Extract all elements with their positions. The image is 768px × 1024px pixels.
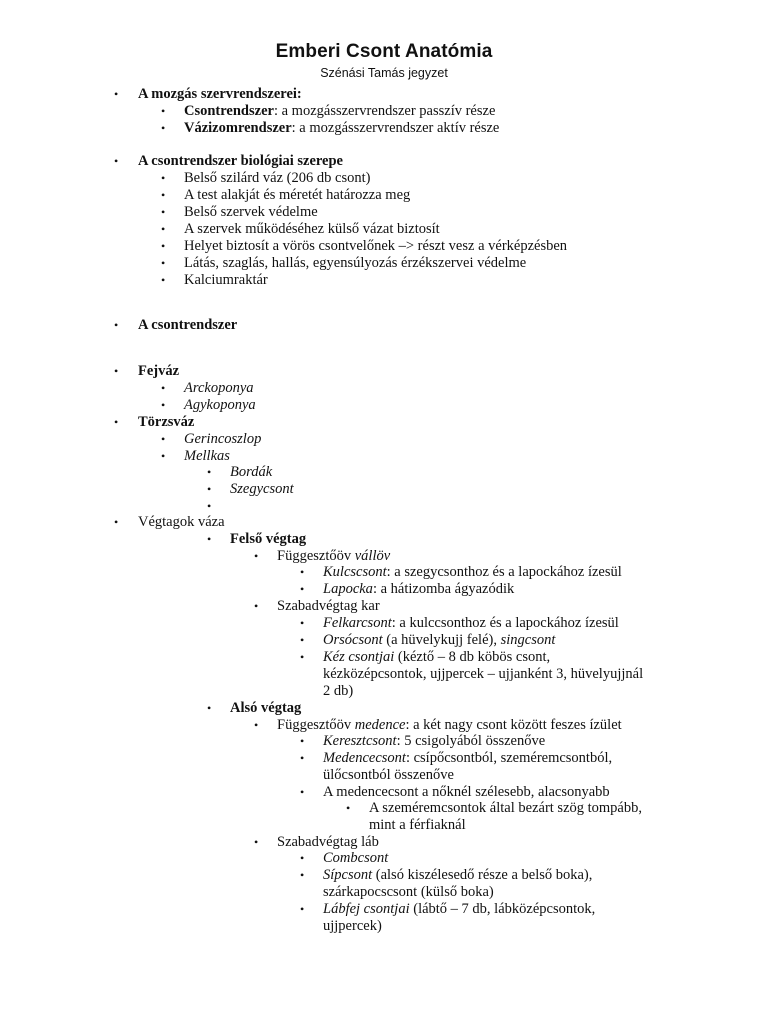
- list-item-text: vállöv: [354, 548, 391, 564]
- list-item-text: : a szegycsonthoz és a lapockához ízesül: [386, 564, 622, 580]
- list-item-level-1: [184, 238, 567, 255]
- list-item-continuation: [323, 666, 643, 683]
- bullet-icon: •: [114, 415, 119, 429]
- list-item-level-1: [184, 431, 261, 448]
- list-item-level-4: [323, 649, 550, 666]
- bullet-icon: •: [161, 222, 166, 236]
- bullet-icon: •: [161, 398, 166, 412]
- list-item-text: A szervek működéséhez külső vázat biztosít: [184, 221, 440, 237]
- list-item-text: (alsó kiszélesedő része a belső boka),: [372, 867, 593, 883]
- list-item-text: : a mozgásszervrendszer passzív része: [273, 103, 496, 119]
- list-item-level-4: [323, 850, 388, 867]
- list-item-text: Lapocka: [323, 581, 373, 597]
- list-item-text: Kalciumraktár: [184, 272, 268, 288]
- list-item-level-1: [184, 187, 410, 204]
- bullet-icon: •: [300, 902, 305, 916]
- list-item-text: (a hüvelykujj felé),: [382, 632, 501, 648]
- list-item-text: Felkarcsont: [323, 615, 392, 631]
- list-item-text: Orsócsont: [323, 632, 383, 648]
- bullet-icon: •: [300, 751, 305, 765]
- list-item-text: Arckoponya: [184, 380, 254, 396]
- list-item-text: Lábfej csontjai: [323, 901, 410, 917]
- bullet-icon: •: [300, 734, 305, 748]
- bullet-icon: •: [114, 87, 119, 101]
- list-item-level-4: [323, 632, 555, 649]
- list-item-level-0: [138, 514, 225, 531]
- document-title: Emberi Csont Anatómia: [275, 41, 493, 62]
- list-item-level-1: [184, 103, 495, 120]
- list-item-text: (kéztő – 8 db köbös csont,: [394, 649, 551, 665]
- bullet-icon: •: [114, 364, 119, 378]
- list-item-text: Belső szervek védelme: [184, 204, 318, 220]
- bullet-icon: •: [207, 465, 212, 479]
- list-item-text: Sípcsont: [323, 867, 373, 883]
- list-item-text: : csípőcsontból, szeméremcsontból,: [405, 750, 613, 766]
- bullet-icon: •: [254, 835, 259, 849]
- list-item-continuation: [323, 683, 353, 700]
- list-item-level-4: [323, 564, 622, 581]
- list-item-text: Kéz csontjai: [323, 649, 395, 665]
- list-item-text: Bordák: [230, 464, 273, 480]
- list-item-text: Felső végtag: [230, 531, 307, 547]
- list-item-level-2: [230, 531, 306, 548]
- list-item-text: Szabadvégtag láb: [277, 834, 379, 850]
- list-item-level-1: [184, 170, 370, 187]
- list-item-level-1: [184, 255, 526, 272]
- bullet-icon: •: [254, 599, 259, 613]
- bullet-icon: •: [300, 582, 305, 596]
- list-item-level-4: [323, 733, 545, 750]
- list-item-text: ülőcsontból összenőve: [323, 767, 454, 783]
- bullet-icon: •: [300, 616, 305, 630]
- bullet-icon: •: [161, 239, 166, 253]
- list-item-level-2: [230, 481, 294, 498]
- list-item-level-3: [277, 598, 380, 615]
- list-item-text: kézközépcsontok, ujjpercek – ujjanként 3, hüvelyujjnál: [323, 666, 644, 682]
- list-item-text: A csontrendszer biológiai szerepe: [138, 153, 343, 169]
- document-subtitle: Szénási Tamás jegyzet: [320, 66, 448, 80]
- list-item-level-2: [230, 700, 301, 717]
- list-item-level-0: [138, 153, 343, 170]
- list-item-level-1: [184, 120, 499, 137]
- list-item-text: : 5 csigolyából összenőve: [396, 733, 546, 749]
- list-item-level-3: [277, 834, 379, 851]
- list-item-text: medence: [354, 717, 406, 733]
- list-item-text: ujjpercek): [323, 918, 382, 934]
- bullet-icon: •: [254, 718, 259, 732]
- list-item-level-0: [138, 317, 237, 334]
- list-item-text: Alsó végtag: [230, 700, 302, 716]
- bullet-icon: •: [161, 381, 166, 395]
- list-item-text: : a két nagy csont között feszes ízület: [405, 717, 622, 733]
- list-item-text: Gerincoszlop: [184, 431, 262, 447]
- bullet-icon: •: [161, 273, 166, 287]
- list-item-level-3: [277, 717, 622, 734]
- bullet-icon: •: [254, 549, 259, 563]
- list-item-level-1: [184, 221, 440, 238]
- list-item-text: Kulcscsont: [323, 564, 387, 580]
- list-item-level-4: [323, 784, 610, 801]
- list-item-text: Szabadvégtag kar: [277, 598, 380, 614]
- list-item-text: Combcsont: [323, 850, 389, 866]
- list-item-text: Mellkas: [184, 448, 230, 464]
- list-item-text: Agykoponya: [184, 397, 256, 413]
- list-item-text: A mozgás szervrendszerei:: [138, 86, 302, 102]
- list-item-text: : a mozgásszervrendszer aktív része: [291, 120, 500, 136]
- bullet-icon: •: [207, 701, 212, 715]
- list-item-text: A medencecsont a nőknél szélesebb, alacsonyabb: [323, 784, 610, 800]
- bullet-icon: •: [346, 801, 351, 815]
- list-item-level-1: [184, 380, 254, 397]
- bullet-icon: •: [300, 785, 305, 799]
- bullet-icon: •: [300, 633, 305, 647]
- bullet-icon: •: [161, 104, 166, 118]
- list-item-level-4: [323, 581, 514, 598]
- list-item-level-2: [230, 464, 272, 481]
- bullet-icon: •: [161, 449, 166, 463]
- list-item-text: 2 db): [323, 683, 354, 699]
- bullet-icon: •: [161, 256, 166, 270]
- bullet-icon: •: [114, 154, 119, 168]
- list-item-continuation: [323, 884, 494, 901]
- bullet-icon: •: [207, 482, 212, 496]
- list-item-text: Helyet biztosít a vörös csontvelőnek –> részt vesz a vérképzésben: [184, 238, 568, 254]
- list-item-text: : a hátizomba ágyazódik: [372, 581, 515, 597]
- list-item-text: Látás, szaglás, hallás, egyensúlyozás érzékszervei védelme: [184, 255, 527, 271]
- list-item-text: Keresztcsont: [323, 733, 397, 749]
- list-item-level-4: [323, 615, 619, 632]
- list-item-level-1: [184, 448, 230, 465]
- list-item-level-3: [277, 548, 390, 565]
- list-item-continuation: [323, 918, 382, 935]
- bullet-icon: •: [300, 868, 305, 882]
- list-item-level-1: [184, 204, 318, 221]
- bullet-icon: •: [207, 532, 212, 546]
- list-item-level-4: [323, 901, 595, 918]
- list-item-continuation: [369, 817, 466, 834]
- list-item-level-4: [323, 750, 612, 767]
- bullet-icon: •: [300, 650, 305, 664]
- bullet-icon: •: [161, 205, 166, 219]
- list-item-level-4: [323, 867, 592, 884]
- list-item-text: Függesztőöv: [277, 548, 355, 564]
- list-item-text: Törzsváz: [138, 414, 195, 430]
- bullet-icon: •: [161, 121, 166, 135]
- list-item-level-0: [138, 414, 194, 431]
- bullet-icon: •: [300, 565, 305, 579]
- list-item-level-0: [138, 86, 302, 103]
- list-item-text: Vázizomrendszer: [184, 120, 292, 136]
- list-item-text: Medencecsont: [323, 750, 406, 766]
- list-item-text: (lábtő – 7 db, lábközépcsontok,: [409, 901, 596, 917]
- list-item-text: A test alakját és méretét határozza meg: [184, 187, 411, 203]
- list-item-text: Fejváz: [138, 363, 180, 379]
- bullet-icon: •: [300, 851, 305, 865]
- bullet-icon: •: [161, 171, 166, 185]
- list-item-level-1: [184, 397, 256, 414]
- list-item-text: singcsont: [500, 632, 556, 648]
- list-item-text: Belső szilárd váz (206 db csont): [184, 170, 371, 186]
- list-item-level-5: [369, 800, 642, 817]
- list-item-text: mint a férfiaknál: [369, 817, 466, 833]
- bullet-icon: •: [114, 318, 119, 332]
- list-item-text: A szeméremcsontok által bezárt szög tompább,: [369, 800, 642, 816]
- list-item-text: Csontrendszer: [184, 103, 274, 119]
- list-item-text: Függesztőöv: [277, 717, 355, 733]
- bullet-icon: •: [207, 499, 212, 513]
- list-item-text: szárkapocscsont (külső boka): [323, 884, 494, 900]
- list-item-level-1: [184, 272, 268, 289]
- list-item-text: Végtagok váza: [138, 514, 225, 530]
- bullet-icon: •: [161, 188, 166, 202]
- list-item-text: A csontrendszer: [138, 317, 238, 333]
- list-item-text: : a kulccsonthoz és a lapockához ízesül: [391, 615, 619, 631]
- list-item-level-0: [138, 363, 179, 380]
- bullet-icon: •: [114, 515, 119, 529]
- list-item-continuation: [323, 767, 454, 784]
- list-item-text: Szegycsont: [230, 481, 294, 497]
- bullet-icon: •: [161, 432, 166, 446]
